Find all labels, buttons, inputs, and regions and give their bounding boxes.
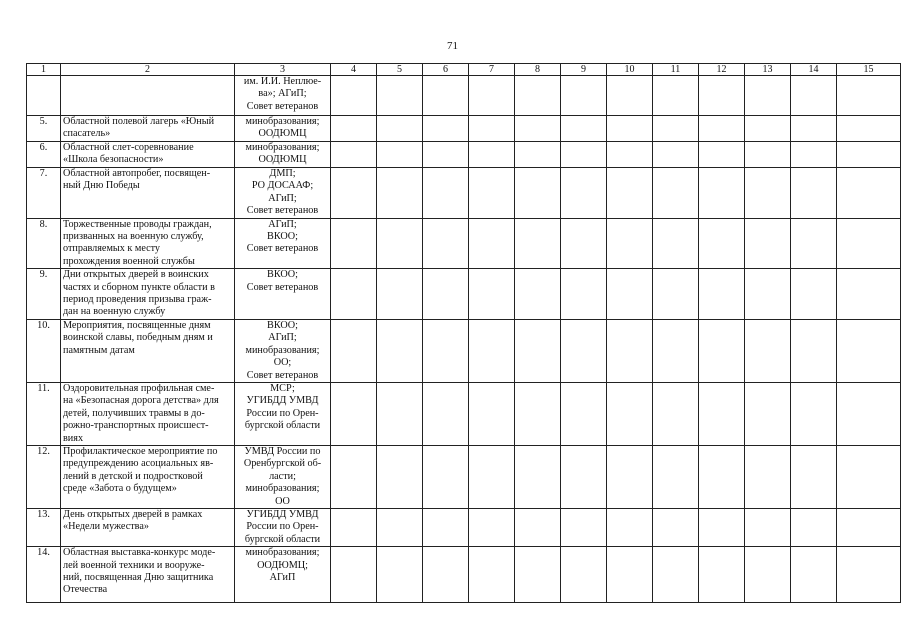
empty-cell: [791, 319, 837, 382]
responsible-orgs: [235, 319, 331, 382]
responsible-org-line: им. И.И. Неплюе-: [243, 76, 322, 87]
responsible-org-line: ООДЮМЦ: [258, 128, 307, 140]
responsible-org-line: УМВД России по: [244, 445, 321, 457]
event-name-line: «Школа безопасности»: [63, 154, 164, 166]
empty-cell: [423, 269, 469, 320]
empty-cell: [653, 319, 699, 382]
empty-cell: [837, 445, 901, 508]
responsible-org-line: Оренбургской об-: [243, 458, 322, 470]
empty-cell: [745, 116, 791, 142]
responsible-org-line: УГИБДД УМВД: [246, 395, 319, 407]
empty-cell: [607, 319, 653, 382]
empty-cell: [607, 445, 653, 508]
column-header: 13: [745, 64, 791, 76]
empty-cell: [699, 116, 745, 142]
event-name-line: воинской славы, победным дням и: [63, 332, 213, 344]
empty-cell: [515, 508, 561, 546]
empty-cell: [331, 218, 377, 269]
empty-cell: [561, 319, 607, 382]
event-name: [61, 269, 235, 320]
empty-cell: [561, 269, 607, 320]
empty-cell: [837, 508, 901, 546]
empty-cell: [469, 319, 515, 382]
table-row: [27, 218, 901, 269]
empty-cell: [791, 168, 837, 219]
responsible-orgs: [235, 382, 331, 445]
empty-cell: [837, 319, 901, 382]
empty-cell: [469, 269, 515, 320]
empty-cell: [423, 508, 469, 546]
event-name-line: ный Дню Победы: [63, 180, 140, 192]
responsible-orgs: [235, 218, 331, 269]
empty-cell: [331, 76, 377, 116]
responsible-org-line: АГиП;: [268, 332, 297, 344]
responsible-orgs: [235, 116, 331, 142]
responsible-orgs: [235, 547, 331, 603]
empty-cell: [331, 319, 377, 382]
event-name: [61, 508, 235, 546]
empty-cell: [377, 116, 423, 142]
table-row: [27, 382, 901, 445]
event-name-line: период проведения призыва граж-: [63, 294, 212, 306]
responsible-org-line: минобразования;: [245, 116, 320, 127]
event-name-line: Профилактическое мероприятие по: [63, 445, 218, 457]
empty-cell: [607, 547, 653, 603]
empty-cell: [515, 168, 561, 219]
responsible-org-line: ва»; АГиП;: [258, 88, 307, 100]
responsible-org-line: Совет ветеранов: [246, 281, 319, 293]
column-header: 12: [699, 64, 745, 76]
event-name-line: дан на военную службу: [63, 306, 166, 318]
empty-cell: [515, 218, 561, 269]
event-name-line: призванных на военную службу,: [63, 231, 204, 243]
empty-cell: [791, 445, 837, 508]
empty-cell: [377, 218, 423, 269]
row-number: 14.: [27, 547, 61, 603]
column-header: 14: [791, 64, 837, 76]
empty-cell: [653, 547, 699, 603]
empty-cell: [469, 508, 515, 546]
responsible-org-line: АГиП;: [268, 218, 297, 230]
empty-cell: [837, 382, 901, 445]
event-name-line: виях: [63, 432, 84, 444]
empty-cell: [699, 76, 745, 116]
empty-cell: [561, 382, 607, 445]
event-name-line: Дни открытых дверей в воинских: [63, 269, 209, 281]
empty-cell: [699, 382, 745, 445]
responsible-org-line: ДМП;: [269, 168, 296, 179]
empty-cell: [653, 445, 699, 508]
empty-cell: [653, 508, 699, 546]
empty-cell: [469, 445, 515, 508]
empty-cell: [653, 76, 699, 116]
empty-cell: [423, 142, 469, 168]
empty-cell: [561, 116, 607, 142]
event-name: [61, 547, 235, 603]
empty-cell: [561, 508, 607, 546]
event-name: [61, 319, 235, 382]
empty-cell: [377, 445, 423, 508]
responsible-orgs: [235, 168, 331, 219]
table-row: [27, 142, 901, 168]
responsible-org-line: ВКОО;: [267, 269, 298, 281]
responsible-org-line: ОО;: [273, 357, 292, 369]
empty-cell: [515, 547, 561, 603]
empty-cell: [837, 218, 901, 269]
responsible-org-line: ООДЮМЦ: [258, 154, 307, 166]
column-header: 5: [377, 64, 423, 76]
column-header: 1: [27, 64, 61, 76]
empty-cell: [607, 269, 653, 320]
event-name: [61, 168, 235, 219]
event-name-line: Торжественные проводы граждан,: [63, 218, 212, 230]
event-name-line: памятным датам: [63, 344, 135, 356]
empty-cell: [653, 142, 699, 168]
empty-cell: [561, 142, 607, 168]
event-name-line: Областной полевой лагерь «Юный: [63, 116, 215, 127]
empty-cell: [699, 168, 745, 219]
empty-cell: [653, 269, 699, 320]
empty-cell: [469, 76, 515, 116]
empty-cell: [837, 76, 901, 116]
empty-cell: [791, 142, 837, 168]
row-number: [27, 76, 61, 116]
table-row: [27, 269, 901, 320]
empty-cell: [791, 218, 837, 269]
empty-cell: [423, 547, 469, 603]
row-number: 9.: [27, 269, 61, 320]
empty-cell: [331, 547, 377, 603]
responsible-org-line: минобразования;: [245, 142, 320, 153]
empty-cell: [561, 76, 607, 116]
event-name-line: отправляемых к месту: [63, 243, 161, 255]
row-number: 11.: [27, 382, 61, 445]
event-name-line: предупреждению асоциальных яв-: [63, 458, 214, 470]
empty-cell: [377, 547, 423, 603]
row-number: 7.: [27, 168, 61, 219]
empty-cell: [423, 319, 469, 382]
empty-cell: [469, 547, 515, 603]
empty-cell: [653, 168, 699, 219]
empty-cell: [331, 382, 377, 445]
event-name: [61, 218, 235, 269]
empty-cell: [515, 319, 561, 382]
empty-cell: [837, 142, 901, 168]
column-header: 3: [235, 64, 331, 76]
column-header: 4: [331, 64, 377, 76]
empty-cell: [377, 76, 423, 116]
event-name-line: День открытых дверей в рамках: [63, 508, 203, 520]
responsible-orgs: [235, 269, 331, 320]
row-number: 13.: [27, 508, 61, 546]
empty-cell: [699, 269, 745, 320]
event-name-line: ний, посвященная Дню защитника: [63, 572, 214, 583]
empty-cell: [745, 547, 791, 603]
empty-cell: [561, 445, 607, 508]
responsible-org-line: ООДЮМЦ;: [257, 559, 308, 571]
responsible-orgs: [235, 142, 331, 168]
responsible-org-line: ласти;: [269, 470, 296, 482]
responsible-org-line: России по Орен-: [246, 407, 319, 419]
event-name-line: Оздоровительная профильная сме-: [63, 382, 215, 394]
empty-cell: [699, 547, 745, 603]
column-header: 2: [61, 64, 235, 76]
responsible-org-line: минобразования;: [245, 344, 320, 356]
column-header: 8: [515, 64, 561, 76]
empty-cell: [791, 547, 837, 603]
empty-cell: [331, 508, 377, 546]
empty-cell: [745, 319, 791, 382]
responsible-orgs: [235, 76, 331, 116]
event-name-line: Областной слет-соревнование: [63, 142, 194, 153]
event-name-line: Областная выставка-конкурс моде-: [63, 547, 216, 559]
empty-cell: [607, 116, 653, 142]
empty-cell: [791, 76, 837, 116]
responsible-orgs: [235, 508, 331, 546]
empty-cell: [791, 269, 837, 320]
empty-cell: [377, 168, 423, 219]
event-name-line: на «Безопасная дорога детства» для: [63, 395, 219, 407]
column-header: 11: [653, 64, 699, 76]
event-name: [61, 76, 235, 116]
empty-cell: [745, 445, 791, 508]
responsible-org-line: ВКОО;: [267, 231, 298, 243]
empty-cell: [469, 168, 515, 219]
empty-cell: [791, 116, 837, 142]
table-row: [27, 445, 901, 508]
responsible-org-line: бургской области: [244, 420, 321, 432]
event-name: [61, 116, 235, 142]
responsible-orgs: [235, 445, 331, 508]
responsible-org-line: Совет ветеранов: [246, 205, 319, 217]
empty-cell: [699, 445, 745, 508]
event-name-line: частях и сборном пункте области в: [63, 281, 215, 293]
empty-cell: [745, 508, 791, 546]
row-number: 8.: [27, 218, 61, 269]
empty-cell: [745, 382, 791, 445]
empty-cell: [469, 382, 515, 445]
event-name: [61, 382, 235, 445]
events-table: [26, 63, 901, 603]
empty-cell: [423, 445, 469, 508]
empty-cell: [745, 76, 791, 116]
row-number: 5.: [27, 116, 61, 142]
empty-cell: [377, 508, 423, 546]
table-row: [27, 508, 901, 546]
empty-cell: [515, 445, 561, 508]
event-name-line: Мероприятия, посвященные дням: [63, 319, 211, 331]
empty-cell: [561, 547, 607, 603]
empty-cell: [745, 168, 791, 219]
responsible-org-line: ОО: [275, 495, 290, 507]
event-name-line: Областной автопробег, посвящен-: [63, 168, 211, 179]
empty-cell: [745, 218, 791, 269]
table-row: [27, 168, 901, 219]
responsible-org-line: России по Орен-: [246, 521, 319, 533]
column-header: 7: [469, 64, 515, 76]
event-name-line: лей военной техники и вооруже-: [63, 559, 205, 571]
table-row: [27, 547, 901, 603]
empty-cell: [837, 168, 901, 219]
responsible-org-line: АГиП: [269, 572, 296, 583]
empty-cell: [423, 76, 469, 116]
event-name-line: Отечества: [63, 584, 108, 596]
empty-cell: [837, 269, 901, 320]
responsible-org-line: минобразования;: [245, 547, 320, 559]
empty-cell: [837, 547, 901, 603]
empty-cell: [331, 168, 377, 219]
empty-cell: [331, 445, 377, 508]
header-row: [27, 64, 901, 76]
empty-cell: [515, 76, 561, 116]
empty-cell: [469, 218, 515, 269]
row-number: 10.: [27, 319, 61, 382]
empty-cell: [561, 218, 607, 269]
empty-cell: [423, 382, 469, 445]
responsible-org-line: АГиП;: [268, 192, 297, 204]
empty-cell: [791, 508, 837, 546]
empty-cell: [515, 382, 561, 445]
column-header: 15: [837, 64, 901, 76]
event-name-line: лений в детской и подростковой: [63, 470, 203, 482]
responsible-org-line: РО ДОСААФ;: [251, 180, 314, 192]
empty-cell: [653, 116, 699, 142]
event-name-line: рожно-транспортных происшест-: [63, 420, 209, 432]
table-row: [27, 116, 901, 142]
event-name: [61, 445, 235, 508]
responsible-org-line: УГИБДД УМВД: [246, 508, 319, 520]
empty-cell: [469, 142, 515, 168]
empty-cell: [561, 168, 607, 219]
empty-cell: [607, 218, 653, 269]
table-row: [27, 319, 901, 382]
event-name-line: прохождения военной службы: [63, 255, 195, 267]
row-number: 6.: [27, 142, 61, 168]
table-row: [27, 76, 901, 116]
empty-cell: [791, 382, 837, 445]
empty-cell: [745, 269, 791, 320]
event-name: [61, 142, 235, 168]
column-header: 9: [561, 64, 607, 76]
empty-cell: [699, 319, 745, 382]
empty-cell: [653, 218, 699, 269]
empty-cell: [423, 218, 469, 269]
row-number: 12.: [27, 445, 61, 508]
empty-cell: [837, 116, 901, 142]
responsible-org-line: ВКОО;: [267, 319, 298, 331]
responsible-org-line: бургской области: [244, 533, 321, 545]
empty-cell: [515, 269, 561, 320]
responsible-org-line: Совет ветеранов: [246, 100, 319, 112]
empty-cell: [607, 168, 653, 219]
column-header: 10: [607, 64, 653, 76]
empty-cell: [331, 269, 377, 320]
responsible-org-line: минобразования;: [245, 483, 320, 495]
empty-cell: [607, 382, 653, 445]
empty-cell: [607, 508, 653, 546]
empty-cell: [423, 116, 469, 142]
empty-cell: [331, 142, 377, 168]
page-number: 71: [447, 40, 458, 52]
empty-cell: [423, 168, 469, 219]
empty-cell: [699, 142, 745, 168]
empty-cell: [653, 382, 699, 445]
event-name-line: спасатель»: [63, 128, 111, 140]
empty-cell: [607, 76, 653, 116]
empty-cell: [515, 116, 561, 142]
event-name-line: «Недели мужества»: [63, 521, 149, 533]
column-header: 6: [423, 64, 469, 76]
event-name-line: среде «Забота о будущем»: [63, 483, 177, 495]
empty-cell: [745, 142, 791, 168]
responsible-org-line: Совет ветеранов: [246, 243, 319, 255]
responsible-org-line: МСР;: [270, 382, 295, 394]
empty-cell: [377, 142, 423, 168]
empty-cell: [469, 116, 515, 142]
empty-cell: [331, 116, 377, 142]
empty-cell: [377, 269, 423, 320]
empty-cell: [377, 319, 423, 382]
empty-cell: [515, 142, 561, 168]
empty-cell: [607, 142, 653, 168]
empty-cell: [377, 382, 423, 445]
empty-cell: [699, 218, 745, 269]
responsible-org-line: Совет ветеранов: [246, 369, 319, 381]
event-name-line: детей, получивших травмы в до-: [63, 407, 205, 419]
empty-cell: [699, 508, 745, 546]
